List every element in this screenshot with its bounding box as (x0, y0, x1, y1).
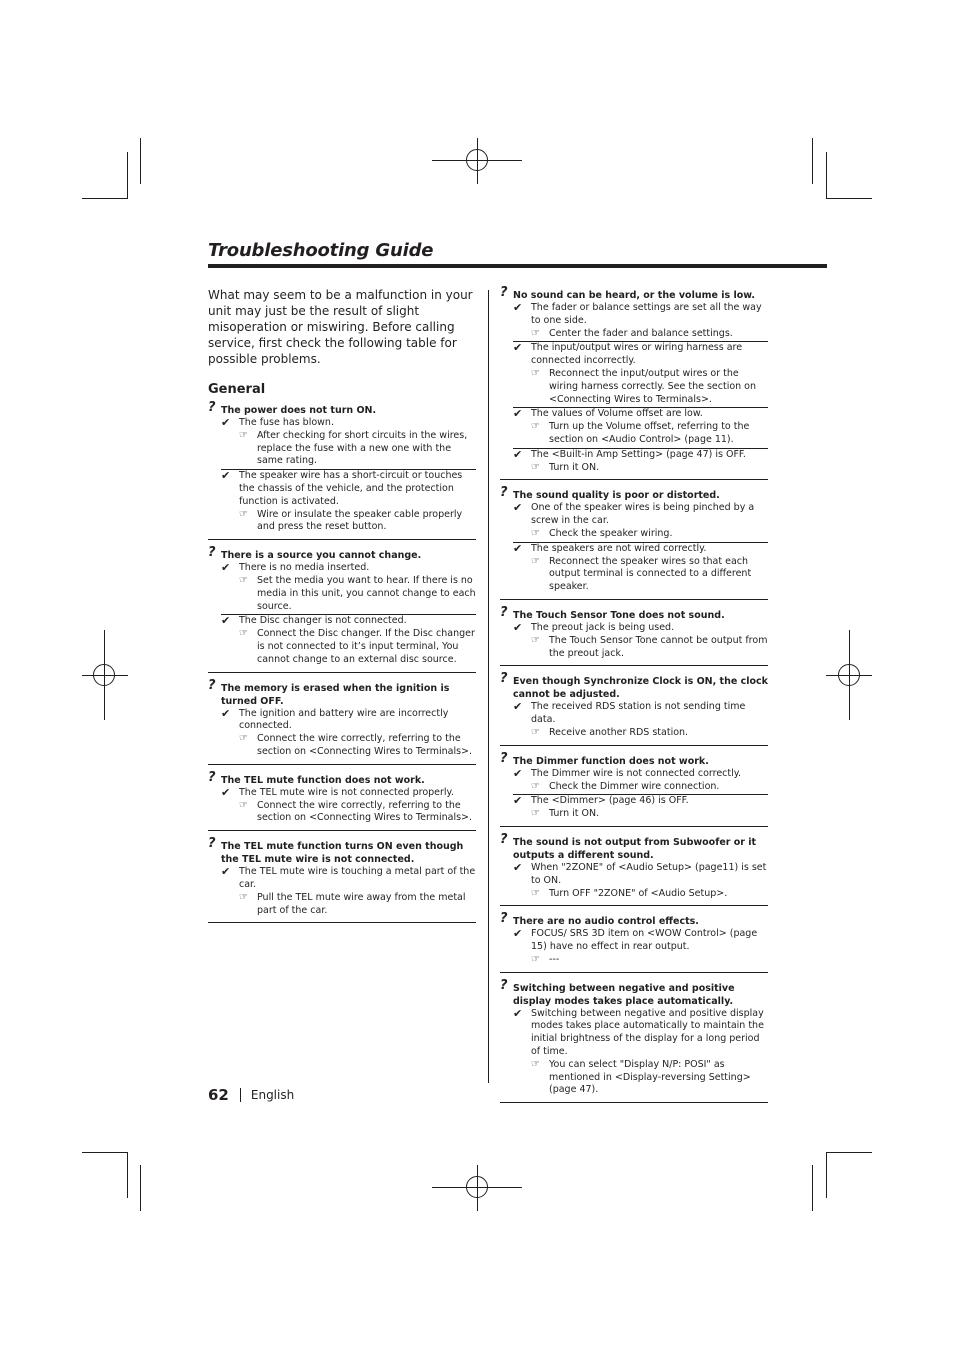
troubleshoot-entry (208, 677, 476, 765)
cause-label: The Dimmer wire is not connected correctly. (531, 767, 742, 779)
crop-mark (812, 138, 813, 184)
pointing-hand-icon: ☞ (531, 953, 540, 965)
problem-text (208, 402, 476, 417)
troubleshoot-entry (500, 604, 768, 666)
cause-label: The input/output wires or wiring harness are connected incorrectly. (531, 342, 743, 367)
pointing-hand-icon: ☞ (531, 461, 540, 473)
check-mark-icon: ✔ (513, 700, 523, 714)
question-mark-icon: ? (208, 400, 216, 415)
check-mark-icon: ✔ (513, 407, 523, 421)
pointing-hand-icon: ☞ (531, 421, 540, 433)
problem-text (500, 604, 768, 622)
question-mark-icon: ? (500, 285, 508, 300)
problem-text (208, 838, 476, 866)
pointing-hand-icon: ☞ (531, 780, 540, 792)
question-mark-icon: ? (500, 485, 508, 501)
cause-label: There is no media inserted. (239, 562, 370, 574)
remedy-text (500, 635, 768, 661)
remedy-text (208, 430, 476, 468)
problem-label: The memory is erased when the ignition is turned OFF. (221, 682, 450, 707)
pointing-hand-icon: ☞ (531, 887, 540, 899)
cause-text (500, 701, 768, 727)
troubleshoot-entry (500, 750, 768, 827)
crop-mark (812, 1165, 813, 1211)
troubleshoot-entry (208, 769, 476, 831)
check-mark-icon: ✔ (221, 785, 231, 799)
cause-text (500, 862, 768, 888)
remedy-text (208, 733, 476, 759)
pointing-hand-icon: ☞ (239, 508, 248, 520)
left-entries (208, 402, 476, 923)
problem-text (500, 977, 768, 1008)
remedy-label: Connect the Disc changer. If the Disc changer is not connected to it’s input terminal, You cannot change to an external disc source. (257, 628, 475, 665)
pointing-hand-icon: ☞ (239, 733, 248, 745)
pointing-hand-icon: ☞ (239, 574, 248, 586)
remedy-label: Turn up the Volume offset, referring to the section on <Audio Control> (page 11). (549, 421, 750, 445)
pointing-hand-icon: ☞ (239, 429, 248, 441)
cause-text (513, 407, 768, 421)
section-title-general: General (208, 382, 266, 397)
problem-label: The TEL mute function turns ON even though the TEL mute wire is not connected. (221, 841, 464, 866)
troubleshoot-entry (500, 673, 768, 745)
problem-label: Even though Synchronize Clock is ON, the clock cannot be adjusted. (513, 676, 768, 701)
check-mark-icon: ✔ (513, 501, 523, 515)
check-mark-icon: ✔ (221, 706, 231, 720)
remedy-text (500, 528, 768, 541)
problem-text (500, 831, 768, 862)
cause-label: The TEL mute wire is touching a metal part of the car. (239, 866, 476, 890)
remedy-label: Receive another RDS station. (549, 726, 689, 738)
check-mark-icon: ✔ (513, 341, 523, 355)
footer-separator (240, 1088, 241, 1102)
pointing-hand-icon: ☞ (531, 726, 540, 738)
remedy-label: Turn it ON. (549, 808, 600, 820)
troubleshoot-entry (500, 287, 768, 480)
troubleshoot-entry (500, 913, 768, 972)
page-number: 62 (208, 1086, 229, 1104)
right-entries (500, 287, 768, 1103)
intro-text: What may seem to be a malfunction in your unit may just be the result of slight misoperation or miswiring. Before calling service, first check the following table for possible problems. (208, 288, 473, 366)
problem-label: No sound can be heard, or the volume is low. (513, 290, 756, 301)
pointing-hand-icon: ☞ (531, 527, 540, 539)
check-mark-icon: ✔ (513, 794, 523, 808)
check-mark-icon: ✔ (513, 927, 523, 941)
question-mark-icon: ? (208, 836, 216, 852)
problem-label: The sound quality is poor or distorted. (513, 490, 720, 502)
problem-label: The sound is not output from Subwoofer or it outputs a different sound. (513, 836, 757, 861)
check-mark-icon: ✔ (513, 447, 523, 461)
crop-mark (127, 152, 128, 198)
problem-label: The Touch Sensor Tone does not sound. (513, 609, 725, 621)
remedy-label: Check the speaker wiring. (549, 527, 673, 539)
check-mark-icon: ✔ (513, 860, 523, 874)
remedy-label: Turn it ON. (549, 461, 600, 473)
cause-text (221, 469, 476, 508)
cause-label: FOCUS/ SRS 3D item on <WOW Control> (page 15) have no effect in rear output. (531, 928, 758, 953)
cause-label: The speaker wire has a short-circuit or touches the chassis of the vehicle, and the protection function is activated. (239, 470, 463, 507)
crop-mark (826, 1152, 872, 1153)
remedy-label: Wire or insulate the speaker cable properly and press the reset button. (257, 508, 463, 533)
check-mark-icon: ✔ (513, 541, 523, 555)
remedy-text (500, 328, 768, 341)
remedy-text (500, 808, 768, 821)
pointing-hand-icon: ☞ (531, 808, 540, 820)
troubleshoot-entry (208, 838, 476, 923)
check-mark-icon: ✔ (221, 416, 231, 429)
problem-text (208, 677, 476, 708)
question-mark-icon: ? (208, 769, 216, 785)
cause-text (221, 614, 476, 628)
cause-label: The <Built-in Amp Setting> (page 47) is OFF. (531, 448, 746, 460)
cause-label: The fuse has blown. (239, 417, 334, 428)
remedy-label: Reconnect the speaker wires so that each output terminal is connected to a different speaker. (549, 555, 752, 593)
problem-label: The power does not turn ON. (221, 405, 377, 416)
remedy-label: Set the media you want to hear. If there is no media in this unit, you cannot change to each source. (257, 574, 476, 612)
cause-label: Switching between negative and positive display modes takes place automatically to maintain the initial brightness of the display for a long period of time. (531, 1007, 764, 1058)
remedy-text (500, 781, 768, 794)
cause-label: The ignition and battery wire are incorrectly connected. (239, 707, 449, 732)
problem-label: There is a source you cannot change. (221, 550, 422, 562)
cause-text (208, 787, 476, 800)
left-column (208, 287, 476, 930)
cause-text (513, 542, 768, 556)
cause-text (513, 341, 768, 368)
problem-label: Switching between negative and positive display modes takes place automatically. (513, 982, 735, 1007)
problem-text (208, 769, 476, 787)
remedy-text (500, 368, 768, 406)
registration-circle (93, 664, 115, 686)
check-mark-icon: ✔ (221, 561, 231, 575)
problem-text (500, 487, 768, 502)
cause-text (500, 768, 768, 781)
cause-text (500, 502, 768, 528)
cause-label: The values of Volume offset are low. (531, 408, 703, 420)
remedy-label: Connect the wire correctly, referring to the section on <Connecting Wires to Terminals>. (257, 799, 473, 824)
crop-mark (826, 198, 872, 199)
cause-text (208, 866, 476, 892)
question-mark-icon: ? (500, 671, 508, 687)
pointing-hand-icon: ☞ (531, 555, 540, 567)
pointing-hand-icon: ☞ (531, 327, 540, 339)
check-mark-icon: ✔ (513, 620, 523, 634)
cause-label: The preout jack is being used. (531, 621, 675, 633)
column-divider (488, 290, 489, 1083)
troubleshoot-entry (500, 977, 768, 1104)
check-mark-icon: ✔ (513, 301, 523, 314)
crop-mark (82, 1152, 128, 1153)
remedy-label: The Touch Sensor Tone cannot be output from the preout jack. (549, 634, 768, 659)
check-mark-icon: ✔ (513, 1006, 523, 1020)
pointing-hand-icon: ☞ (531, 367, 540, 379)
remedy-text (208, 575, 476, 613)
remedy-label: You can select "Display N/P: POSI" as mentioned in <Display-reversing Setting> (page 47). (549, 1058, 751, 1096)
remedy-text (500, 421, 768, 447)
remedy-text (500, 954, 768, 967)
crop-mark (826, 152, 827, 198)
cause-text (513, 794, 768, 808)
question-mark-icon: ? (500, 750, 508, 766)
registration-circle (466, 1176, 488, 1198)
page-language: English (250, 1088, 295, 1102)
cause-text (500, 302, 768, 328)
remedy-label: Center the fader and balance settings. (549, 327, 733, 339)
page-title: Troubleshooting Guide (208, 240, 434, 261)
title-rule (208, 264, 827, 268)
cause-label: The TEL mute wire is not connected properly. (239, 786, 454, 798)
cause-label: One of the speaker wires is being pinched by a screw in the car. (531, 502, 755, 527)
cause-label: The Disc changer is not connected. (239, 615, 407, 627)
problem-label: The TEL mute function does not work. (221, 774, 425, 786)
pointing-hand-icon: ☞ (239, 628, 248, 640)
troubleshoot-entry (500, 831, 768, 906)
registration-circle (838, 664, 860, 686)
cause-label: The fader or balance settings are set all the way to one side. (531, 302, 762, 326)
problem-text (500, 750, 768, 768)
cause-text (208, 562, 476, 575)
question-mark-icon: ? (500, 911, 508, 927)
crop-mark (140, 138, 141, 184)
cause-text (500, 622, 768, 635)
remedy-text (500, 727, 768, 740)
remedy-text (500, 888, 768, 901)
cause-label: When "2ZONE" of <Audio Setup> (page11) is set to ON. (531, 861, 767, 886)
check-mark-icon: ✔ (221, 614, 231, 628)
check-mark-icon: ✔ (221, 469, 231, 483)
pointing-hand-icon: ☞ (531, 1058, 540, 1070)
remedy-text (500, 556, 768, 594)
cause-label: The received RDS station is not sending time data. (531, 701, 746, 726)
crop-mark (82, 198, 128, 199)
troubleshoot-entry (208, 402, 476, 540)
remedy-text (208, 628, 476, 666)
crop-mark (826, 1152, 827, 1198)
problem-text (208, 547, 476, 562)
question-mark-icon: ? (500, 831, 508, 847)
problem-label: The Dimmer function does not work. (513, 755, 709, 767)
page-footer (208, 1086, 294, 1104)
remedy-label: Check the Dimmer wire connection. (549, 780, 720, 792)
remedy-label: Connect the wire correctly, referring to the section on <Connecting Wires to Terminals>. (257, 733, 473, 757)
cause-text (500, 1008, 768, 1059)
pointing-hand-icon: ☞ (239, 799, 248, 811)
remedy-label: --- (549, 953, 560, 965)
cause-text (208, 708, 476, 734)
question-mark-icon: ? (208, 545, 216, 561)
check-mark-icon: ✔ (513, 766, 523, 780)
remedy-text (208, 509, 476, 535)
cause-text (500, 928, 768, 954)
remedy-label: Pull the TEL mute wire away from the metal part of the car. (257, 891, 466, 916)
pointing-hand-icon: ☞ (239, 891, 248, 903)
registration-circle (466, 149, 488, 171)
cause-text (513, 448, 768, 462)
troubleshoot-entry (500, 487, 768, 600)
remedy-text (500, 1059, 768, 1097)
problem-text (500, 673, 768, 701)
cause-label: The speakers are not wired correctly. (531, 542, 707, 554)
troubleshoot-entry (208, 547, 476, 672)
crop-mark (127, 1152, 128, 1198)
pointing-hand-icon: ☞ (531, 634, 540, 646)
remedy-label: After checking for short circuits in the wires, replace the fuse with a new one with the same rating. (257, 429, 468, 467)
crop-mark (140, 1165, 141, 1211)
question-mark-icon: ? (500, 604, 508, 620)
remedy-text (208, 892, 476, 918)
problem-text (500, 287, 768, 302)
cause-label: The <Dimmer> (page 46) is OFF. (531, 795, 689, 807)
problem-label: There are no audio control effects. (513, 916, 699, 928)
remedy-text (208, 800, 476, 826)
remedy-label: Turn OFF "2ZONE" of <Audio Setup>. (549, 887, 728, 899)
problem-text (500, 913, 768, 928)
question-mark-icon: ? (208, 677, 216, 693)
remedy-label: Reconnect the input/output wires or the wiring harness correctly. See the section on <Connecting Wires to Terminals>. (549, 367, 757, 405)
check-mark-icon: ✔ (221, 865, 231, 879)
right-column (500, 287, 768, 1110)
cause-text (208, 417, 476, 430)
question-mark-icon: ? (500, 977, 508, 993)
remedy-text (500, 462, 768, 475)
